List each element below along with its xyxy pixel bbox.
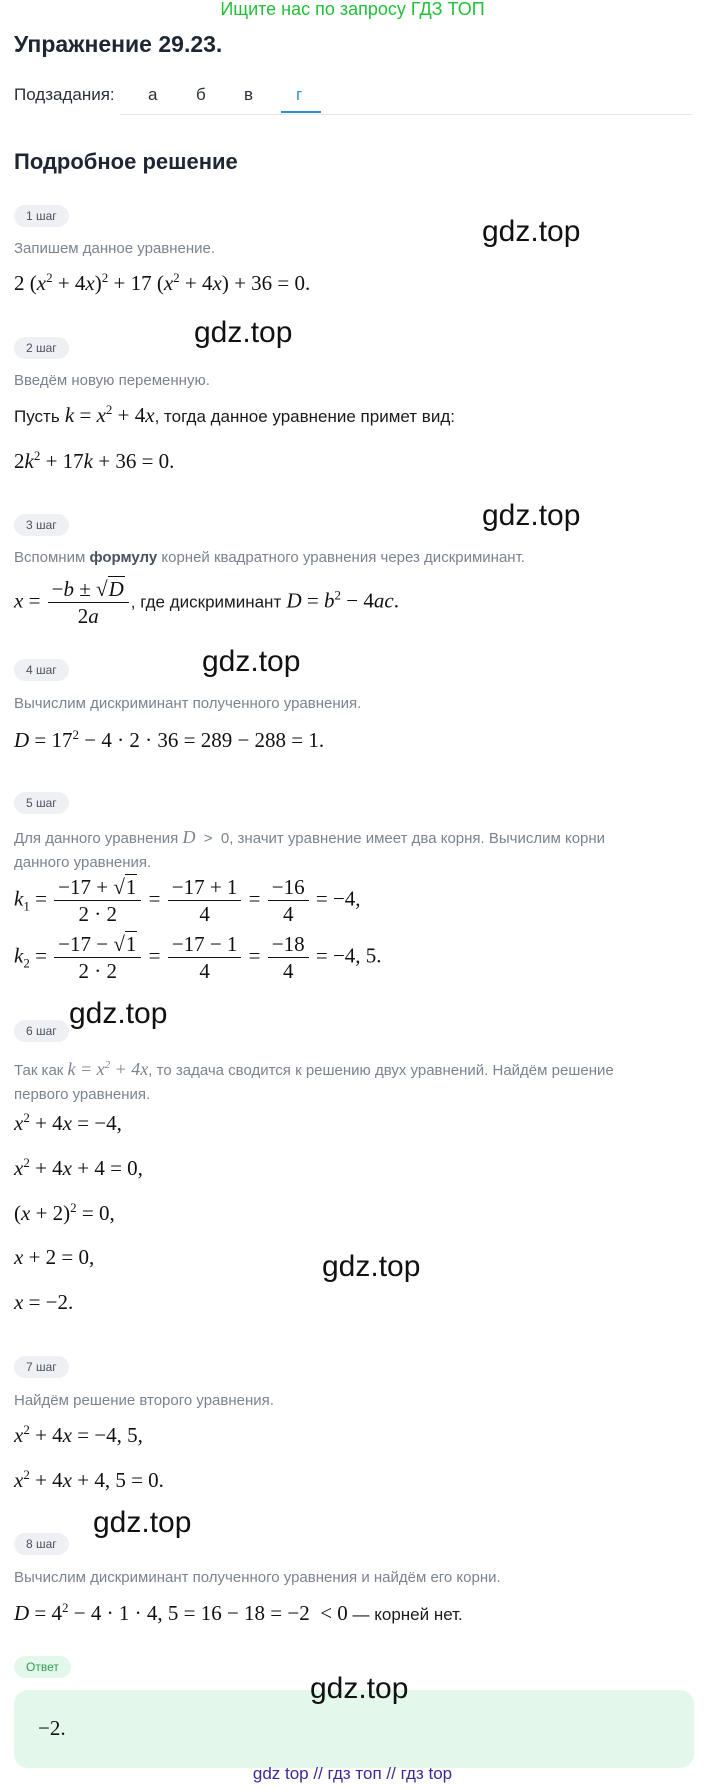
footer-separator: // — [386, 1764, 396, 1783]
root-k1: $k_1$ = $\frac{-17 + √1}{2 \cdot 2}$ = $\frac{-17 + 1}{4}$ = $\frac{-16}{4}$ = −4, — [14, 875, 361, 926]
equation: x = −2. — [14, 1290, 74, 1314]
watermark: gdz.top — [322, 1250, 421, 1283]
equation: $(x + 2)^2 = 0$, — [14, 1200, 115, 1225]
step-badge: 4 шаг — [14, 659, 69, 681]
tab-b[interactable]: б — [196, 85, 206, 104]
step-hint: Вычислим дискриминант полученного уравнения. — [14, 695, 362, 712]
watermark: gdz.top — [482, 499, 581, 532]
step-hint: Введём новую переменную. — [14, 372, 210, 389]
step-badge: 7 шаг — [14, 1356, 69, 1378]
equation: $x^2 + 4x = -4$, 5, — [14, 1422, 143, 1447]
equation: $D = 4^2 - 4 \cdot 1 \cdot 4$, 5 = 16 − 18 = −2 < 0 — корней нет. — [14, 1600, 463, 1625]
step-hint: Запишем данное уравнение. — [14, 240, 216, 257]
watermark: gdz.top — [202, 645, 301, 678]
step-badge: 3 шаг — [14, 514, 69, 536]
tab-g[interactable]: г — [296, 85, 303, 104]
step-badge: 8 шаг — [14, 1533, 69, 1555]
step-hint: Так как $k = x^2 + 4x$, то задача сводится к решению двух уравнений. Найдём решение первого уравнения. — [14, 1059, 614, 1103]
equation: $x^2 + 4x + 4 = 0$, — [14, 1155, 143, 1180]
page-title: Упражнение 29.23. — [14, 31, 223, 57]
step-hint — [14, 546, 525, 570]
active-tab-indicator — [281, 111, 321, 113]
hint-text: Так как — [14, 1062, 64, 1079]
step-badge: 6 шаг — [14, 1020, 69, 1042]
subtasks-label: Подзадания: — [14, 85, 115, 104]
hint-text: , то задача сводится к решению двух уравнений. Найдём решение — [148, 1062, 614, 1079]
top-banner: Ищите нас по запросу ГДЗ ТОП — [220, 0, 485, 19]
equation: 2 $(x^2 + 4x)^2 + 17$ $(x^2 + 4x) + 36 = 0$. — [14, 270, 311, 295]
quadratic-formula: x = $\frac{-b \pm √D}{2a}$ , где дискриминант $D = b^2 - 4ac$. — [14, 577, 399, 628]
substitution-prefix: Пусть — [14, 407, 60, 426]
hint-text: данного уравнения. — [14, 854, 152, 871]
root-k2: $k_2$ = $\frac{-17 - √1}{2 \cdot 2}$ = $\frac{-17 - 1}{4}$ = $\frac{-18}{4}$ = −4, 5. — [14, 932, 382, 983]
hint-text: Для данного уравнения — [14, 830, 179, 847]
footer-links — [0, 1764, 705, 1784]
tab-a[interactable]: а — [148, 85, 158, 104]
section-title: Подробное решение — [14, 149, 238, 174]
footer-link[interactable]: гдз топ — [327, 1764, 382, 1783]
tabs-divider — [120, 114, 692, 115]
step-hint: Найдём решение второго уравнения. — [14, 1392, 274, 1409]
watermark: gdz.top — [194, 316, 293, 349]
watermark: gdz.top — [310, 1672, 409, 1705]
equation: $x^2 + 4x + 4$, 5 = 0. — [14, 1467, 164, 1492]
hint-text: корней квадратного уравнения через дискриминант. — [161, 549, 525, 566]
watermark: gdz.top — [69, 997, 168, 1030]
answer-value: −2. — [38, 1716, 66, 1740]
watermark: gdz.top — [93, 1506, 192, 1539]
formula-link[interactable]: формулу — [89, 549, 158, 566]
footer-separator: // — [313, 1764, 323, 1783]
no-roots-text: — корней нет. — [347, 1605, 463, 1624]
step-hint: Вычислим дискриминант полученного уравнения и найдём его корни. — [14, 1569, 501, 1586]
hint-text: Вспомним — [14, 549, 86, 566]
equation: $2k^2 + 17k + 36 = 0$. — [14, 448, 175, 473]
tab-v[interactable]: в — [244, 85, 254, 104]
substitution-suffix: , тогда данное уравнение примет вид: — [154, 407, 455, 426]
answer-badge: Ответ — [14, 1656, 71, 1678]
equation: $x^2 + 4x = -4$, — [14, 1110, 122, 1135]
step-hint: Для данного уравнения D > 0, значит уравнение имеет два корня. Вычислим корни данного уравнения. — [14, 827, 606, 871]
equation: x + 2 = 0, — [14, 1245, 95, 1269]
watermark: gdz.top — [482, 215, 581, 248]
step-badge: 5 шаг — [14, 792, 69, 814]
step-badge: 2 шаг — [14, 337, 69, 359]
hint-text: первого уравнения. — [14, 1086, 151, 1103]
step-badge: 1 шаг — [14, 205, 69, 227]
footer-link[interactable]: гдз top — [400, 1764, 453, 1783]
formula-middle-text: , где дискриминант — [130, 592, 282, 612]
hint-text: , значит уравнение имеет два корня. Вычислим корни — [229, 830, 606, 847]
substitution-line: Пусть $k = x^2 + 4x$, тогда данное уравнение примет вид: — [14, 402, 455, 427]
equation: $D = 17^2 - 4 \cdot 2 \cdot 36 = 289 - 288 = 1$. — [14, 727, 325, 752]
footer-link[interactable]: gdz top — [252, 1764, 309, 1783]
